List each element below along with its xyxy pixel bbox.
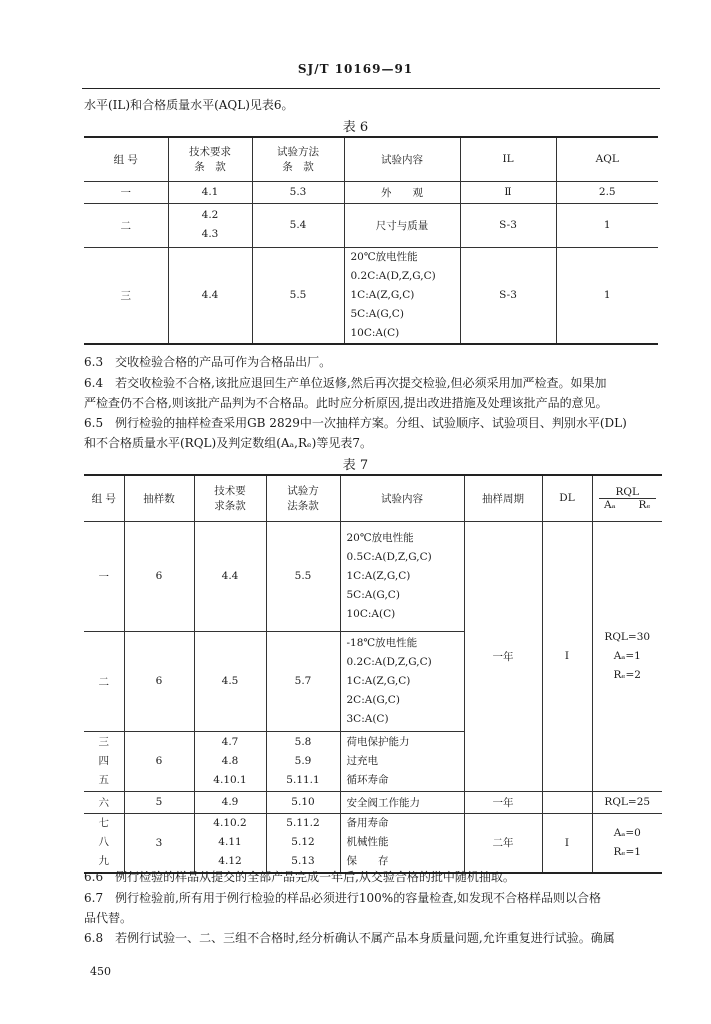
t6-head-il: IL (460, 137, 556, 181)
t6-head-method: 试验方法 条 款 (252, 137, 344, 181)
para-6-7-line1: 6.7 例行检验前,所有用于例行检验的样品必须进行100%的容量检查,如发现不合格样品则以合格 (84, 891, 602, 905)
table-row: 三 4.4 5.5 20℃放电性能 0.2C:A(D,Z,G,C) 1C:A(Z,G,C) 5C:A(G,C) 10C:A(C) S-3 1 (84, 247, 658, 344)
intro-text: 水平(IL)和合格质量水平(AQL)见表6。 (84, 98, 294, 112)
para-6-8-line1: 6.8 若例行试验一、二、三组不合格时,经分析确认不属产品本身质量问题,允许重复进行试验。确属 (84, 931, 615, 945)
para-6-5-line2: 和不合格质量水平(RQL)及判定数组(Aₐ,Rₑ)等见表7。 (84, 436, 372, 450)
t7-head-period: 抽样周期 (464, 475, 542, 521)
page-number: 450 (90, 965, 111, 978)
table-row: 三 四 五 6 4.7 4.8 4.10.1 5.8 5.9 5.11.1 荷电保护能力 过充电 循环寿命 (84, 731, 662, 791)
t7-head-sample: 抽样数 (124, 475, 194, 521)
para-6-6: 6.6 例行检验的样品从提交的全部产品完成一年后,从交验合格的批中随机抽取。 (84, 870, 515, 884)
table-row: 六 5 4.9 5.10 安全阀工作能力 一年 RQL=25 (84, 791, 662, 813)
table-row: 七 八 九 3 4.10.2 4.11 4.12 5.11.2 5.12 5.13 备用寿命 机械性能 保 存 二年 Ⅰ Aₐ=0 Rₑ=1 (84, 813, 662, 873)
t7-head-method: 试验方 法条款 (266, 475, 340, 521)
t7-head-tech: 技术要 求条款 (194, 475, 266, 521)
t6-head-content: 试验内容 (344, 137, 460, 181)
para-6-4-line1: 6.4 若交收检验不合格,该批应退回生产单位返修,然后再次提交检验,但必须采用加严检查。如果加 (84, 376, 607, 390)
para-6-5-line1: 6.5 例行检验的抽样检查采用GB 2829中一次抽样方案。分组、试验顺序、试验项目、判别水平(DL) (84, 416, 627, 430)
para-6-7-line2: 品代替。 (84, 911, 133, 925)
t7-head-dl: DL (542, 475, 592, 521)
table-row: 二 6 4.5 5.7 -18℃放电性能 0.2C:A(D,Z,G,C) 1C:A(Z,G,C) 2C:A(G,C) 3C:A(C) (84, 631, 662, 731)
table-7 (84, 474, 662, 874)
t7-head-content: 试验内容 (340, 475, 464, 521)
t7-head-rql: RQL Aₐ Rₑ (592, 475, 662, 521)
table-6 (84, 136, 658, 345)
standard-number-header: SJ/T 10169—91 (297, 62, 414, 76)
t7-rql-a: RQL=30 Aₐ=1 Rₑ=2 (592, 521, 662, 791)
t6-head-group: 组 号 (84, 137, 168, 181)
table-row: 二 4.2 4.3 5.4 尺寸与质量 S-3 1 (84, 203, 658, 247)
t7-head-group: 组 号 (84, 475, 124, 521)
table7-caption: 表 7 (342, 458, 369, 473)
table-row: 一 6 4.4 5.5 20℃放电性能 0.5C:A(D,Z,G,C) 1C:A(Z,G,C) 5C:A(G,C) 10C:A(C) 一年 Ⅰ RQL=30 Aₐ=1 Rₑ=2 (84, 521, 662, 631)
t6-head-aql: AQL (556, 137, 658, 181)
header-rule (82, 88, 660, 89)
para-6-4-line2: 严检查仍不合格,则该批产品判为不合格品。此时应分析原因,提出改进措施及处理该批产品的意见。 (84, 396, 608, 410)
table6-caption: 表 6 (342, 120, 369, 135)
t6-head-tech: 技术要求 条 款 (168, 137, 252, 181)
para-6-3: 6.3 交收检验合格的产品可作为合格品出厂。 (84, 355, 332, 369)
table-row: 一 4.1 5.3 外 观 Ⅱ 2.5 (84, 181, 658, 203)
